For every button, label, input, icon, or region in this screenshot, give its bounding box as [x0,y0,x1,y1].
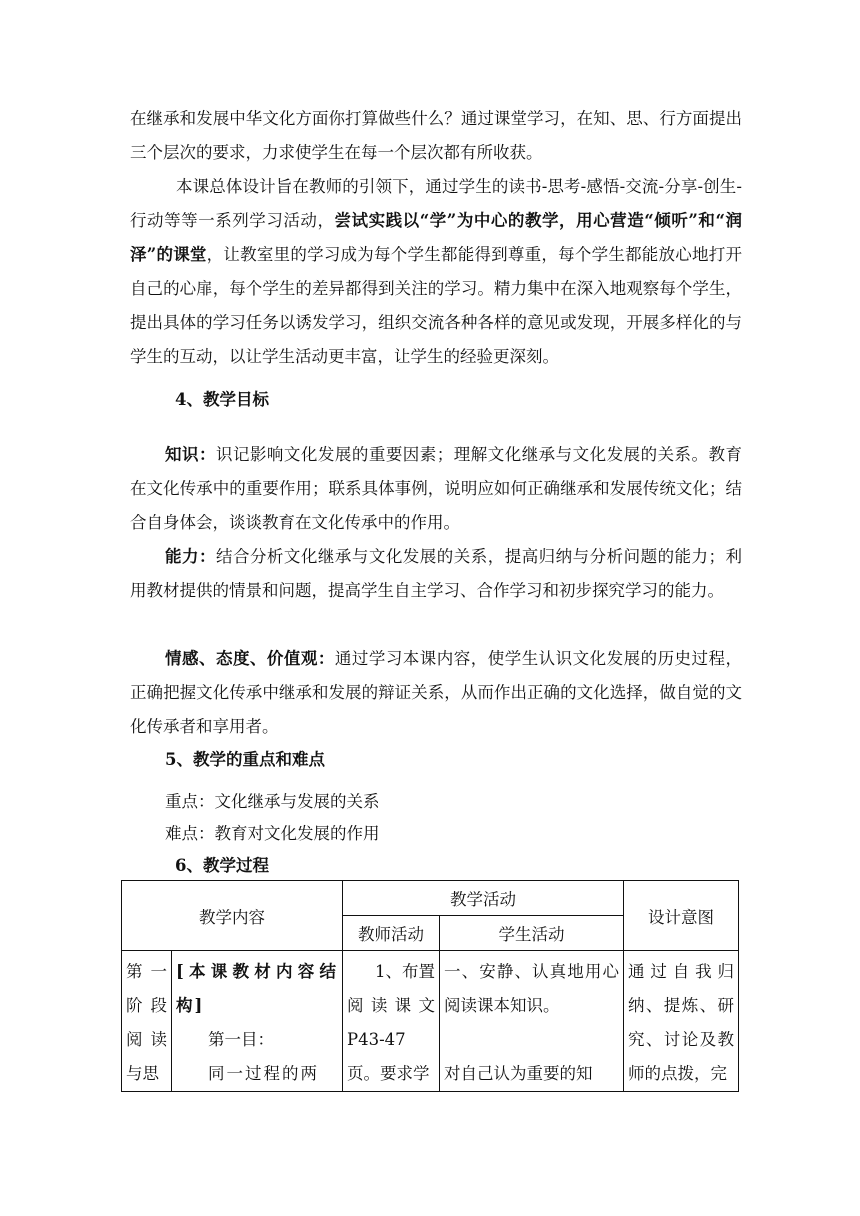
content-cell [172,951,343,1092]
design-intent-cell [624,951,739,1092]
key-point: 重点：文化继承与发展的关系 [165,792,380,811]
stage-text: 第一阶段阅读与思 [126,962,167,1083]
header-teacher-activity: 教师活动 [343,916,440,951]
section-4-heading: 4、教学目标 [175,390,269,409]
difficulty-point: 难点：教育对文化发展的作用 [165,824,380,843]
paragraph-intro-continuation [130,102,742,170]
design-intent-text: 通过自我归纳、提炼、研究、讨论及教师的点拨，完 [628,962,734,1083]
section-5-heading: 5、教学的重点和难点 [165,750,325,769]
objective-emotion [130,642,742,744]
paragraph-text: 在继承和发展中华文化方面你打算做些什么？通过课堂学习，在知、思、行方面提出三个层次的要求，力求使学生在每一个层次都有所收获。 [130,109,742,162]
teaching-process-table [121,880,739,1092]
paragraph-text: 本课总体设计旨在教师的引领下，通过学生的读书-思考-感悟-交流-分享-创生-行动等等一系列学习活动， [130,177,742,230]
student-activity-cell [440,951,624,1092]
paragraph-bold-text: 尝试实践以“学”为中心的教学，用心营造“倾听”和“润泽”的课堂 [130,211,742,264]
student-activity-text: 对自己认为重要的知 [444,1064,593,1083]
header-teaching-content: 教学内容 [122,881,343,951]
stage-cell [122,951,172,1092]
objective-text: 识记影响文化发展的重要因素；理解文化继承与文化发展的关系。教育在文化传承中的重要作用；联系具体事例，说明应如何正确继承和发展传统文化；结合自身体会，谈谈教育在文化传承中的作用。 [130,445,743,532]
paragraph-text: ，让教室里的学习成为每个学生都能得到尊重，每个学生都能放心地打开自己的心扉，每个学生的差异都得到关注的学习。精力集中在深入地观察每个学生，提出具体的学习任务以诱发学习，组织交流各种各样的意见或发现，开展多样化的与学生的互动，以让学生活动更丰富，让学生的经验更深刻。 [130,245,742,366]
objective-label: 知识： [165,445,216,464]
header-student-activity: 学生活动 [440,916,624,951]
objective-label: 情感、态度、价值观： [165,649,335,668]
content-item: 同一过程的两 [208,1064,319,1083]
header-design-intent: 设计意图 [624,881,739,951]
student-activity-text: 一、安静、认真地用心阅读课本知识。 [444,962,619,1015]
content-item: 第一目： [208,1030,274,1049]
teacher-activity-cell [343,951,440,1092]
objective-text: 结合分析文化继承与文化发展的关系，提高归纳与分析问题的能力；利用教材提供的情景和问题，提高学生自主学习、合作学习和初步探究学习的能力。 [130,547,743,600]
section-6-heading: 6、教学过程 [175,856,269,875]
objective-ability [130,540,742,608]
content-title: [本课教材内容结构] [176,962,338,1015]
objective-label: 能力： [165,547,216,566]
objective-knowledge [130,438,742,540]
header-teaching-activity: 教学活动 [343,881,624,916]
teacher-activity-text: 1、布置阅读课文 P43-47页。要求学 [347,962,435,1083]
paragraph-design-overview [130,170,742,374]
objective-text: 通过学习本课内容，使学生认识文化发展的历史过程，正确把握文化传承中继承和发展的辩证关系，从而作出正确的文化选择，做自觉的文化传承者和享用者。 [130,649,743,736]
